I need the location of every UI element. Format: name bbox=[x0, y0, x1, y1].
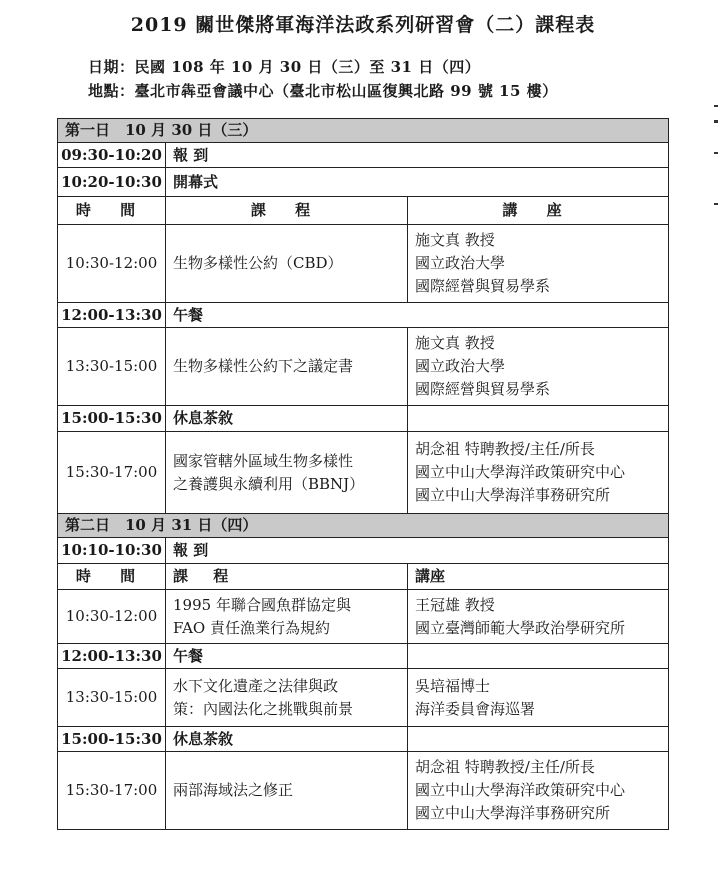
lecturer-cell bbox=[408, 752, 669, 830]
column-header-lecturer: 講 座 bbox=[408, 197, 669, 225]
table-row bbox=[58, 168, 669, 197]
time-cell: 15:30-17:00 bbox=[58, 752, 166, 830]
lecturer-cell bbox=[408, 590, 669, 644]
column-header-course: 課 程 bbox=[166, 197, 408, 225]
table-row bbox=[58, 406, 669, 432]
time-cell: 13:30-15:00 bbox=[58, 669, 166, 727]
day1-label: 第一日 10 月 30 日（三） bbox=[58, 119, 669, 143]
time-cell: 15:00-15:30 bbox=[58, 727, 166, 752]
empty-cell bbox=[408, 727, 669, 752]
time-cell: 15:30-17:00 bbox=[58, 432, 166, 514]
column-header-time: 時 間 bbox=[58, 197, 166, 225]
table-row bbox=[58, 752, 669, 830]
course-cell: 生物多樣性公約（CBD） bbox=[166, 225, 408, 303]
table-row bbox=[58, 328, 669, 406]
time-cell: 12:00-13:30 bbox=[58, 303, 166, 328]
course-line: FAO 責任漁業行為規約 bbox=[173, 618, 331, 637]
table-row bbox=[58, 225, 669, 303]
course-cell: 休息茶敘 bbox=[166, 406, 408, 432]
column-header-time: 時 間 bbox=[58, 564, 166, 590]
course-cell bbox=[166, 432, 408, 514]
day2-label: 第二日 10 月 31 日（四） bbox=[58, 514, 669, 538]
scan-mark bbox=[714, 203, 718, 205]
table-row bbox=[58, 727, 669, 752]
date-line: 日期：民國 108 年 10 月 30 日（三）至 31 日（四） bbox=[88, 58, 481, 76]
table-row bbox=[58, 538, 669, 564]
course-cell: 休息茶敘 bbox=[166, 727, 408, 752]
lecturer-cell bbox=[408, 669, 669, 727]
scan-mark bbox=[714, 152, 718, 154]
time-cell: 09:30-10:20 bbox=[58, 143, 166, 168]
lecturer-cell bbox=[408, 328, 669, 406]
lecturer-name: 施文真 教授 bbox=[415, 334, 495, 352]
course-cell bbox=[166, 590, 408, 644]
course-cell: 午餐 bbox=[166, 644, 408, 669]
table-row bbox=[58, 669, 669, 727]
course-line: 策：內國法化之挑戰與前景 bbox=[173, 699, 354, 718]
empty-cell bbox=[408, 406, 669, 432]
venue-line: 地點：臺北市犇亞會議中心（臺北市松山區復興北路 99 號 15 樓） bbox=[88, 82, 558, 100]
lecturer-affiliation: 國立政治大學 bbox=[415, 254, 506, 272]
course-cell: 兩部海域法之修正 bbox=[166, 752, 408, 830]
lecturer-department: 國際經營與貿易學系 bbox=[415, 380, 551, 398]
table-row bbox=[58, 303, 669, 328]
table-row bbox=[58, 644, 669, 669]
course-line: 之養護與永續利用（BBNJ） bbox=[173, 474, 365, 493]
column-header-row bbox=[58, 564, 669, 590]
lecturer-department: 國際經營與貿易學系 bbox=[415, 277, 551, 295]
lecturer-affiliation: 國立臺灣師範大學政治學研究所 bbox=[415, 618, 626, 637]
table-row bbox=[58, 590, 669, 644]
course-cell bbox=[166, 669, 408, 727]
lecturer-name: 吳培福博士 bbox=[415, 676, 491, 695]
day2-header bbox=[58, 514, 669, 538]
course-cell: 午餐 bbox=[166, 303, 669, 328]
column-header-lecturer: 講座 bbox=[408, 564, 669, 590]
time-cell: 13:30-15:00 bbox=[58, 328, 166, 406]
empty-cell bbox=[408, 644, 669, 669]
lecturer-department: 國立中山大學海洋事務研究所 bbox=[415, 804, 611, 822]
table-row bbox=[58, 143, 669, 168]
lecturer-name: 胡念祖 特聘教授/主任/所長 bbox=[415, 440, 595, 458]
lecturer-cell bbox=[408, 432, 669, 514]
lecturer-name: 施文真 教授 bbox=[415, 231, 495, 249]
lecturer-affiliation: 國立中山大學海洋政策研究中心 bbox=[415, 463, 626, 481]
course-line: 水下文化遺產之法律與政 bbox=[173, 676, 339, 695]
course-cell: 報 到 bbox=[166, 538, 669, 564]
course-line: 國家管轄外區域生物多樣性 bbox=[173, 451, 354, 470]
lecturer-name: 胡念祖 特聘教授/主任/所長 bbox=[415, 758, 595, 776]
time-cell: 12:00-13:30 bbox=[58, 644, 166, 669]
course-cell: 開幕式 bbox=[166, 168, 669, 197]
time-cell: 10:30-12:00 bbox=[58, 225, 166, 303]
time-cell: 10:20-10:30 bbox=[58, 168, 166, 197]
time-cell: 15:00-15:30 bbox=[58, 406, 166, 432]
scan-mark bbox=[714, 105, 718, 107]
time-cell: 10:10-10:30 bbox=[58, 538, 166, 564]
table-row bbox=[58, 432, 669, 514]
scan-mark bbox=[714, 120, 718, 123]
lecturer-affiliation: 國立政治大學 bbox=[415, 357, 506, 375]
document-title: 2019 關世傑將軍海洋法政系列研習會（二）課程表 bbox=[130, 14, 596, 36]
schedule-table bbox=[57, 118, 669, 830]
lecturer-name: 王冠雄 教授 bbox=[415, 595, 495, 614]
lecturer-affiliation: 海洋委員會海巡署 bbox=[415, 699, 536, 718]
course-cell: 生物多樣性公約下之議定書 bbox=[166, 328, 408, 406]
lecturer-cell bbox=[408, 225, 669, 303]
day1-header bbox=[58, 119, 669, 143]
lecturer-affiliation: 國立中山大學海洋政策研究中心 bbox=[415, 781, 626, 799]
column-header-course: 課 程 bbox=[166, 564, 408, 590]
course-cell: 報 到 bbox=[166, 143, 669, 168]
lecturer-department: 國立中山大學海洋事務研究所 bbox=[415, 486, 611, 504]
course-line: 1995 年聯合國魚群協定與 bbox=[173, 595, 351, 614]
time-cell: 10:30-12:00 bbox=[58, 590, 166, 644]
column-header-row bbox=[58, 197, 669, 225]
